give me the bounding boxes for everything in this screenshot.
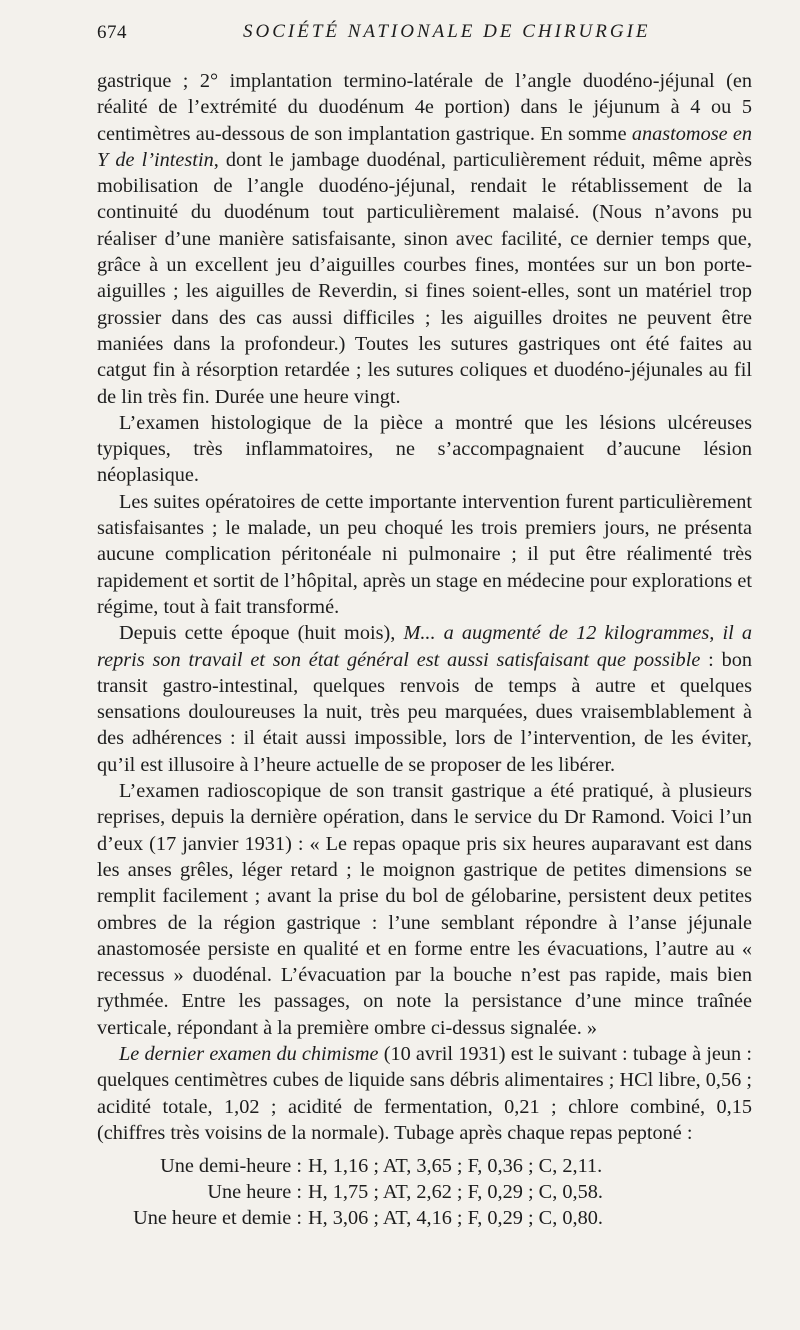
paragraph-4-text-a: Depuis cette époque (huit mois),	[119, 622, 404, 645]
paragraph-4-italic: M... a augmenté de 12 kilogrammes, il a repris son travail et son état général est aussi satisfaisant que possible	[97, 622, 752, 671]
result-values: H, 1,75 ; AT, 2,62 ; F, 0,29 ; C, 0,58.	[308, 1181, 603, 1203]
page-header	[97, 18, 750, 48]
running-title: SOCIÉTÉ NATIONALE DE CHIRURGIE	[243, 21, 651, 42]
paragraph-1-text-a: gastrique ; 2° implantation termino-latérale de l’angle duodéno-jéjunal (en réalité de l’extrémité du duodénum 4e portion) dans le jéjunum à 4 ou 5 centimètres au-dessous de son implantation gastrique. En somme	[97, 70, 752, 145]
result-values: H, 1,16 ; AT, 3,65 ; F, 0,36 ; C, 2,11.	[308, 1155, 603, 1177]
page-number: 674	[97, 22, 127, 43]
paragraph-1-text-b: , dont le jambage duodénal, particulièrement réduit, même après mobilisation de l’angle duodéno-jéjunal, rendait le rétablissement de la continuité du duodénum tout particulièrement malaisé. (Nous n’avons pu réaliser d’une manière satisfaisante, sinon avec facilité, ce dernier temps que, grâce à un excellent jeu d’aiguilles courbes fines, montées sur un bon porte-aiguilles ; les aiguilles de Reverdin, si fines soient-elles, sont un matériel trop grossier dans des cas aussi difficiles ; les aiguilles droites ne peuvent être maniées dans la profondeur.) Toutes les sutures gastriques ont été faites au catgut fin à résorption retardée ; les sutures coliques et duodéno-jéjunales au fil de lin très fin. Durée une heure vingt.	[97, 148, 753, 408]
paragraph-6-italic: Le dernier examen du chimisme	[119, 1042, 379, 1065]
result-label: Une heure et demie :	[133, 1207, 302, 1229]
paragraph-3: Les suites opératoires de cette importante intervention furent particulièrement satisfaisantes ; le malade, un peu choqué les trois premiers jours, ne présenta aucune complication péritonéale ni pulmonaire ; il put être réalimenté très rapidement et sortit de l’hôpital, après un stage en médecine pour explorations et régime, tout à fait transformé.	[97, 490, 752, 618]
paragraph-4	[97, 620, 752, 778]
paragraph-1-italic: anastomose en Y de l’intestin	[97, 122, 752, 171]
result-label: Une heure :	[207, 1181, 302, 1203]
result-values: H, 3,06 ; AT, 4,16 ; F, 0,29 ; C, 0,80.	[308, 1207, 603, 1229]
body-text	[97, 68, 752, 1146]
result-label: Une demi-heure :	[160, 1155, 302, 1177]
paragraph-5: L’examen radioscopique de son transit gastrique a été pratiqué, à plusieurs reprises, depuis la dernière opération, dans le service du Dr Ramond. Voici l’un d’eux (17 janvier 1931) : « Le repas opaque pris six heures auparavant est dans les anses grêles, léger retard ; le moignon gastrique de petites dimensions se remplit facilement ; avant la prise du bol de gélobarine, persistent deux petites ombres de la région gastrique : l’une semblant répondre à l’anse jéjunale anastomosée persiste en qualité et en forme entre les évacuations, l’autre au « recessus » duodénal. L’évacuation par la bouche n’est pas rapide, mais bien rythmée. Entre les passages, on note la persistance d’une mince traînée verticale, répondant à la première ombre ci-dessus signalée. »	[97, 780, 752, 1039]
paragraph-6-text: (10 avril 1931) est le suivant : tubage à jeun : quelques centimètres cubes de liquide sans débris alimentaires ; HCl libre, 0,56 ; acidité totale, 1,02 ; acidité de fermentation, 0,21 ; chlore combiné, 0,15 (chiffres très voisins de la normale). Tubage après chaque repas peptoné :	[97, 1042, 752, 1144]
paragraph-4-text-b: : bon transit gastro-intestinal, quelques renvois de temps à autre et quelques sensations douloureuses la nuit, très peu marquées, dues vraisemblablement à des adhérences : il était aussi impossible, lors de l’intervention, de les éviter, qu’il est illusoire à l’heure actuelle de se proposer de les libérer.	[97, 648, 753, 776]
paragraph-6	[97, 1041, 752, 1146]
paragraph-1	[97, 68, 752, 410]
paragraph-2: L’examen histologique de la pièce a montré que les lésions ulcéreuses typiques, très inflammatoires, ne s’accompagnaient d’aucune lésion néoplasique.	[97, 411, 752, 487]
